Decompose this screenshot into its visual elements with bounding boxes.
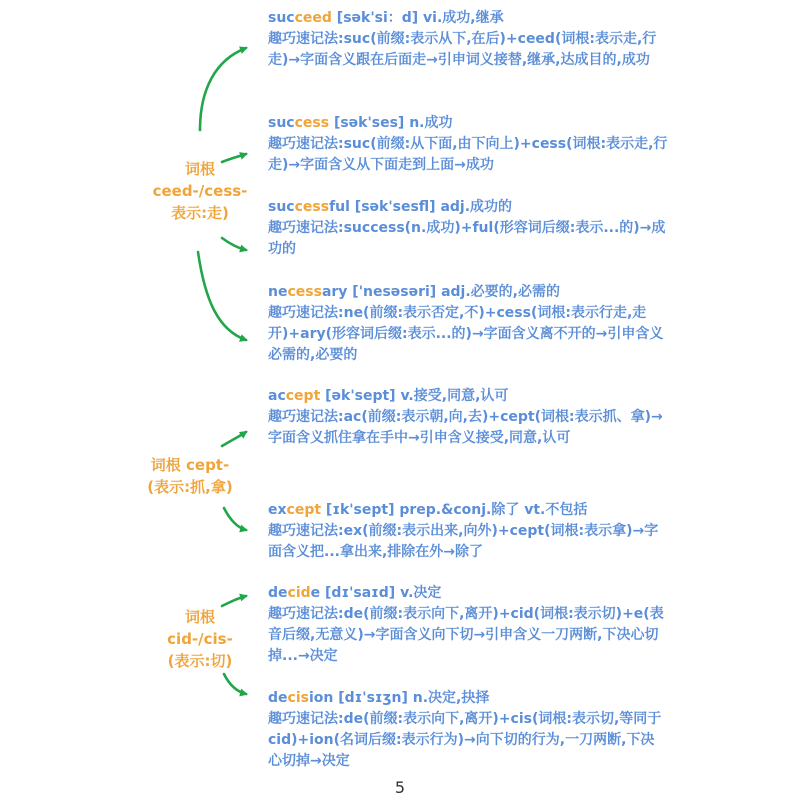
word-prefix: suc <box>268 115 295 131</box>
word-pron-def: [dɪ'sɪʒn] n.决定,抉择 <box>333 690 490 706</box>
arrow-to-except <box>224 508 246 530</box>
word-root: ceed <box>294 10 332 26</box>
word-pron-def: [ək'sept] v.接受,同意,认可 <box>320 388 509 404</box>
entry-succeed <box>268 8 668 71</box>
word-prefix: ne <box>268 284 288 300</box>
word-suffix: e <box>310 585 321 601</box>
word-root: cept <box>286 502 322 518</box>
root-label-line: (表示:切) <box>167 652 233 670</box>
arrow-to-succeed <box>200 48 246 130</box>
entry-explanation: 趣巧速记法:suc(前缀:表示从下,在后)+ceed(词根:表示走,行走)→字面含义跟在后面走→引申词义接替,继承,达成目的,成功 <box>268 31 657 68</box>
arrow-to-necessary <box>198 252 246 340</box>
word-prefix: de <box>268 690 288 706</box>
word-prefix: de <box>268 585 288 601</box>
root-label-line: 表示:走) <box>171 204 229 222</box>
word-root: cid <box>287 585 311 601</box>
word-pron-def: ['nesəsəri] adj.必要的,必需的 <box>347 284 560 300</box>
word-suffix: ary <box>321 284 348 300</box>
root-label-line: 词根 <box>184 608 215 626</box>
entry-headword <box>268 8 668 29</box>
entry-accept <box>268 386 668 449</box>
word-pron-def: [sək'sesfl] adj.成功的 <box>349 199 513 215</box>
word-prefix: ac <box>268 388 286 404</box>
word-prefix: suc <box>268 199 295 215</box>
entry-explanation: 趣巧速记法:de(前缀:表示向下,离开)+cid(词根:表示切)+e(表音后缀,无意义)→字面含义向下切→引申含义一刀两断,下决心切掉...→决定 <box>268 606 664 664</box>
entry-decide <box>268 583 668 667</box>
word-pron-def: [ɪk'sept] prep.&conj.除了 vt.不包括 <box>321 502 588 518</box>
word-pron-def: [sək'ses] n.成功 <box>329 115 453 131</box>
entry-explanation: 趣巧速记法:suc(前缀:从下面,由下向上)+cess(词根:表示走,行走)→字面含义从下面走到上面→成功 <box>268 136 668 173</box>
entry-headword <box>268 500 668 521</box>
word-suffix: ion <box>308 690 334 706</box>
word-root: cess <box>294 115 330 131</box>
root-label-line: 词根 cept- <box>150 456 230 474</box>
entry-explanation: 趣巧速记法:ac(前缀:表示朝,向,去)+cept(词根:表示抓、拿)→字面含义抓住拿在手中→引申含义接受,同意,认可 <box>268 409 663 446</box>
entry-headword <box>268 386 668 407</box>
arrow-to-successful <box>222 238 246 250</box>
entry-decision <box>268 688 668 772</box>
entry-successful <box>268 197 668 260</box>
word-root: cis <box>287 690 309 706</box>
root-label-line: (表示:抓,拿) <box>147 478 233 496</box>
root-label-ceed-cess <box>140 158 260 224</box>
entry-explanation: 趣巧速记法:success(n.成功)+ful(形容词后缀:表示...的)→成功的 <box>268 220 666 257</box>
entry-headword <box>268 197 668 218</box>
entry-headword <box>268 282 668 303</box>
word-pron-def: [dɪ'saɪd] v.决定 <box>320 585 442 601</box>
word-root: cept <box>285 388 321 404</box>
root-label-cept <box>130 454 250 498</box>
word-suffix: ful <box>329 199 350 215</box>
page-number: 5 <box>394 778 406 797</box>
entry-explanation: 趣巧速记法:ex(前缀:表示出来,向外)+cept(词根:表示拿)→字面含义把...拿出来,排除在外→除了 <box>268 523 659 560</box>
entry-headword <box>268 688 668 709</box>
word-prefix: ex <box>268 502 287 518</box>
arrow-to-accept <box>222 432 246 446</box>
word-pron-def: [sək'si：d] vi.成功,继承 <box>331 10 504 26</box>
root-label-line: cid-/cis- <box>167 630 233 648</box>
entry-success <box>268 113 668 176</box>
root-label-line: 词根 <box>184 160 215 178</box>
entry-necessary <box>268 282 668 366</box>
entry-headword <box>268 583 668 604</box>
entry-explanation: 趣巧速记法:de(前缀:表示向下,离开)+cis(词根:表示切,等同于 cid)+ion(名词后缀:表示行为)→向下切的行为,一刀两断,下决心切掉→决定 <box>268 711 662 769</box>
entry-headword <box>268 113 668 134</box>
root-label-cid-cis <box>140 606 260 672</box>
entry-except <box>268 500 668 563</box>
word-root: cess <box>294 199 330 215</box>
arrow-to-decision <box>224 674 246 694</box>
word-prefix: suc <box>268 10 295 26</box>
arrow-to-decide <box>222 596 246 606</box>
root-label-line: ceed-/cess- <box>152 182 248 200</box>
word-root: cess <box>287 284 322 300</box>
entry-explanation: 趣巧速记法:ne(前缀:表示否定,不)+cess(词根:表示行走,走开)+ary(形容词后缀:表示...的)→字面含义离不开的→引申含义必需的,必要的 <box>268 305 664 363</box>
